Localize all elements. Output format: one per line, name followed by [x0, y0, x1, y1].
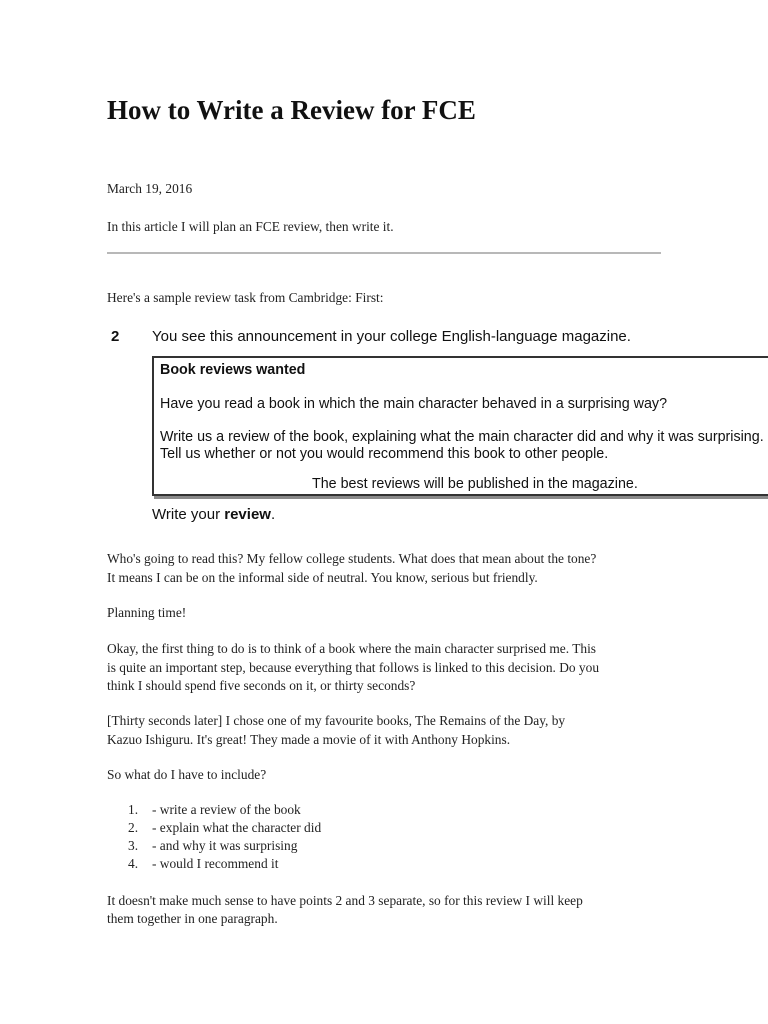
write-prefix: Write your: [152, 506, 225, 523]
thirty-line-1: [Thirty seconds later] I chose one of my favourite books, The Remains of the Day, by: [107, 713, 566, 728]
okay-line-3: think I should spend five seconds on it, or thirty seconds?: [107, 678, 416, 693]
box-publish-note: The best reviews will be published in the magazine.: [312, 476, 638, 492]
box-question: Have you read a book in which the main character behaved in a surprising way?: [160, 396, 668, 412]
include-question: So what do I have to include?: [107, 767, 267, 782]
closing-line-2: them together in one paragraph.: [107, 911, 278, 926]
thirty-line-2: Kazuo Ishiguru. It's great! They made a movie of it with Anthony Hopkins.: [107, 732, 511, 747]
task-number: 2: [111, 328, 120, 345]
exam-task-image: [108, 324, 768, 529]
box-recommend: Tell us whether or not you would recommend this book to other people.: [160, 446, 609, 462]
reader-line-1: Who's going to read this? My fellow college students. What does that mean about the tone?: [107, 551, 597, 566]
okay-line-2: is quite an important step, because everything that follows is linked to this decision. Do you: [107, 660, 600, 675]
article-intro: In this article I will plan an FCE review, then write it.: [107, 219, 394, 234]
document-page: How to Write a Review for FCE March 19, 2016 In this article I will plan an FCE review, then write it. Here's a sample review task from Cambridge: First: 2 You see this announcement in your college English-language magazine. Book reviews wanted Have you read a book in which the main character behaved in a surprising way? Write us a review of the book, explaining what the main character did and why it was surprising. Tell us whether or not you would recommend this book to other people. The best reviews will be published in the magazine. Write your review. Who's going to read this? My fellow college students. What does that mean about the tone? It means I can be on the informal side of neutral. You know, serious but friendly. Planning time! Okay, the first thing to do is to think of a book where the main character surprised me. This is quite an important step, because everything that follows is linked to this decision. Do you think I should spend five seconds on it, or thirty seconds? [Thirty seconds later] I chose one of my favourite books, The Remains of the Day, by Kazuo Ishiguru. It's great! They made a movie of it with Anthony Hopkins. So what do I have to include? 1. - write a review of the book 2. - explain what the character did 3. - and why it was surprising 4. - would I recommend it It doesn't make much sense to have points 2 and 3 separate, so for this review I will keep them together in one paragraph.: [0, 0, 768, 1024]
task-announcement: You see this announcement in your college English-language magazine.: [152, 328, 631, 345]
planning-heading: Planning time!: [107, 605, 187, 620]
box-instruction: Write us a review of the book, explaining what the main character did and why it was surprising.: [160, 429, 764, 445]
okay-line-1: Okay, the first thing to do is to think of a book where the main character surprised me. This: [107, 641, 597, 656]
closing-line-1: It doesn't make much sense to have points 2 and 3 separate, so for this review I will keep: [107, 893, 583, 908]
page-title: How to Write a Review for FCE: [107, 95, 476, 125]
article-date: March 19, 2016: [107, 181, 193, 196]
announcement-box: [152, 356, 768, 496]
reader-line-2: It means I can be on the informal side of neutral. You know, serious but friendly.: [107, 570, 538, 585]
sample-intro: Here's a sample review task from Cambridge: First:: [107, 290, 384, 305]
box-heading: Book reviews wanted: [160, 362, 306, 378]
horizontal-divider: [107, 252, 661, 254]
write-suffix: .: [270, 506, 276, 523]
task-write-instruction: [152, 506, 275, 523]
write-bold: review: [224, 506, 271, 523]
